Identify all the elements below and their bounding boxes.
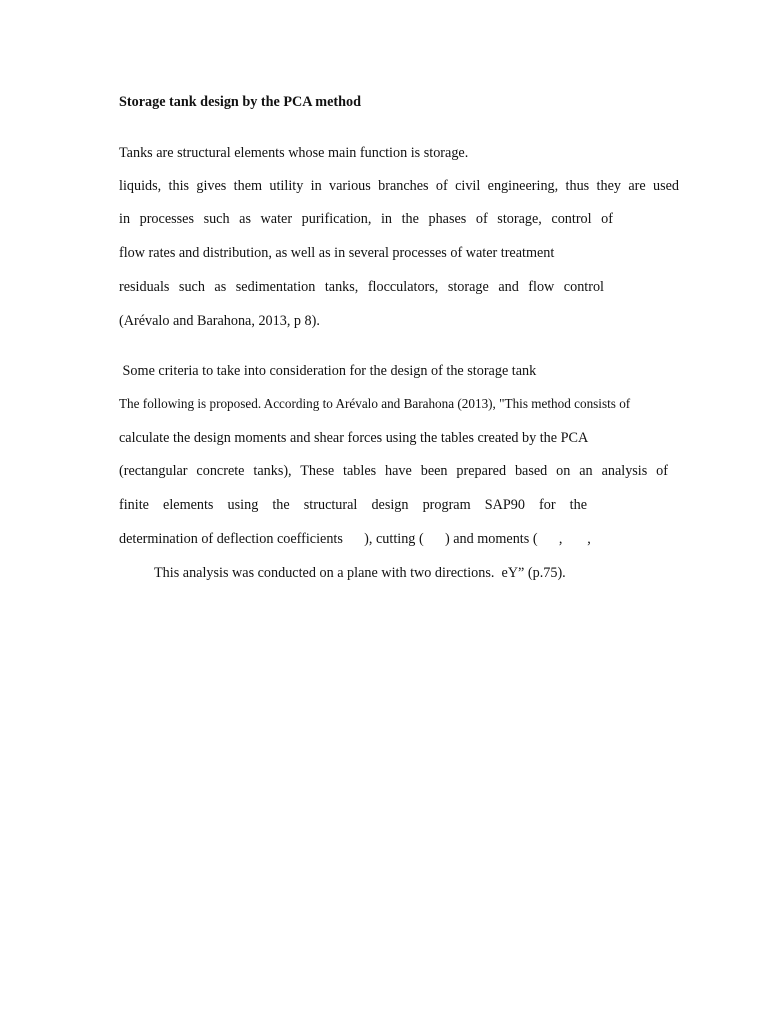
paragraph2-line-6: This analysis was conducted on a plane with two directions. eY” (p.75). (154, 565, 566, 581)
paragraph1-line-5: residuals such as sedimentation tanks, flocculators, storage and flow control (119, 279, 604, 295)
paragraph2-line-2: calculate the design moments and shear forces using the tables created by the PCA (119, 430, 589, 446)
paragraph1-line-1: Tanks are structural elements whose main function is storage. (119, 145, 469, 161)
paragraph2-line-5: determination of deflection coefficients ), cutting ( ) and moments ( , , (119, 531, 591, 547)
document-title: Storage tank design by the PCA method (119, 94, 361, 110)
paragraph2-line-4: finite elements using the structural design program SAP90 for the (119, 497, 587, 513)
paragraph1-line-2: liquids, this gives them utility in various branches of civil engineering, thus they are used (119, 178, 679, 194)
paragraph2-line-3: (rectangular concrete tanks), These tables have been prepared based on an analysis of (119, 463, 668, 479)
paragraph1-line-4: flow rates and distribution, as well as in several processes of water treatment (119, 245, 555, 261)
paragraph1-line-3: in processes such as water purification, in the phases of storage, control of (119, 211, 613, 227)
paragraph2-heading-line: Some criteria to take into consideration for the design of the storage tank (119, 363, 537, 379)
paragraph1-line-6: (Arévalo and Barahona, 2013, p 8). (119, 313, 320, 329)
paragraph2-line-1: The following is proposed. According to Arévalo and Barahona (2013), "This method consists of (119, 396, 631, 411)
